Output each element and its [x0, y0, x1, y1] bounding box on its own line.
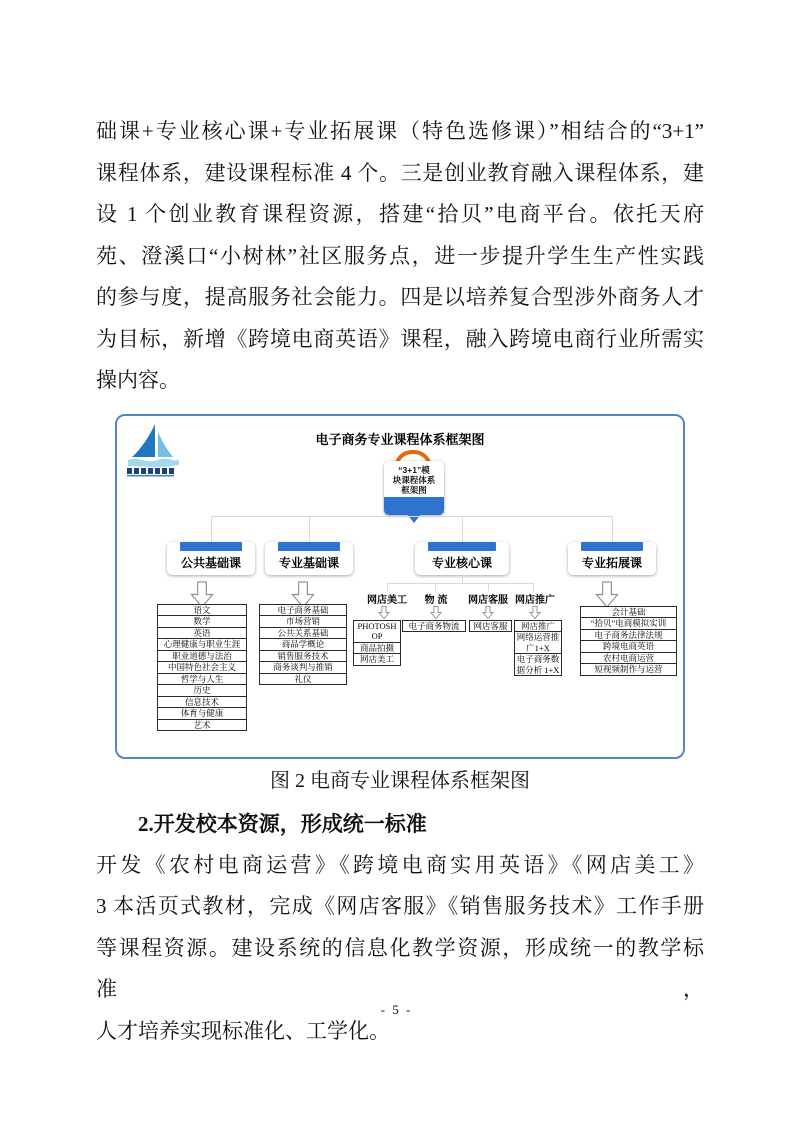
connector-line [462, 516, 463, 542]
paragraph-2 [96, 845, 704, 1053]
category-label: 专业基础课 [278, 555, 339, 570]
course-item: 市场营销 [259, 615, 347, 628]
course-item: PHOTOSHOP [353, 620, 401, 643]
figure-frame [115, 414, 685, 759]
callout-text-line: 框架图 [401, 484, 427, 495]
course-item: 商品拍摄 [353, 642, 401, 655]
core-subgroup-label: 网店客服 [468, 594, 508, 606]
course-item: 销售服务技术 [259, 650, 347, 663]
category-label: 公共基础课 [180, 555, 241, 570]
paragraph-1 [96, 111, 704, 402]
core-subgroup-label: 物 流 [424, 594, 448, 606]
connector-line [533, 583, 534, 591]
course-item: 哲学与人生 [157, 673, 247, 686]
course-item: 历史 [157, 684, 247, 697]
course-list-professional-extension [580, 607, 677, 676]
course-item: 会计基础 [580, 606, 677, 619]
down-arrow-icon [529, 606, 541, 619]
connector-line [387, 583, 534, 584]
course-list-logistics [402, 621, 466, 633]
connector-line [387, 583, 388, 591]
connector-line [612, 516, 613, 542]
course-item: 电子商务法律法规 [580, 629, 677, 642]
category-bar [278, 542, 340, 551]
course-item: 数学 [157, 615, 247, 628]
category-box-public-basic [167, 542, 255, 575]
text-line: 开发《农村电商运营》《跨境电商实用英语》《网店美工》 [96, 852, 704, 877]
course-item: 农村电商运营 [580, 652, 677, 665]
connector-line [211, 516, 613, 517]
core-subgroup-label: 网店美工 [367, 594, 407, 606]
category-box-professional-core [415, 542, 509, 575]
course-item: 电子商务物流 [402, 620, 466, 633]
text-line: 人才培养实现标准化、工学化。 [96, 1018, 390, 1043]
category-label: 专业拓展课 [581, 555, 642, 570]
category-bar [581, 542, 643, 551]
text-line: 础课+专业核心课+专业拓展课（特色选修课）”相结合的“3+1” [96, 119, 704, 143]
course-list-promotion [514, 621, 562, 677]
course-item: 中国特色社会主义 [157, 661, 247, 674]
callout-text-line: 块课程体系 [392, 474, 436, 485]
callout-text-line: “3+1”模 [398, 464, 430, 475]
text-line: 3 本活页式教材，完成《网店客服》《销售服务技术》工作手册 [96, 894, 704, 918]
course-item: 信息技术 [157, 696, 247, 709]
school-logo-text [127, 468, 174, 477]
text-line: 为目标，新增《跨境电商英语》课程，融入跨境电商行业所需实 [96, 326, 704, 351]
figure-caption: 图 2 电商专业课程体系框架图 [270, 769, 530, 792]
category-label: 专业核心课 [431, 555, 492, 570]
category-bar [428, 542, 496, 551]
course-item: 体育与健康 [157, 707, 247, 720]
category-bar [180, 542, 242, 551]
text-line: 操内容。 [96, 368, 180, 392]
course-item: “拾贝”电商模拟实训 [580, 617, 677, 630]
text-line: 设 1 个创业教育课程资源，搭建“拾贝”电商平台。依托天府 [96, 202, 704, 226]
course-item: 公共关系基础 [259, 627, 347, 640]
course-item: 语文 [157, 604, 247, 617]
connector-line [211, 516, 212, 542]
course-item: 网店客服 [469, 620, 512, 633]
course-item: 英语 [157, 627, 247, 640]
course-list-public-basic [157, 605, 247, 732]
course-item: 礼仪 [259, 673, 347, 686]
down-arrow-icon [482, 606, 494, 619]
course-item: 电子商务数据分析 1+X [514, 653, 562, 676]
course-item: 心理健康与职业生涯 [157, 638, 247, 651]
connector-line [488, 583, 489, 591]
text-line: 苑、澄溪口“小树林”社区服务点，进一步提升学生生产性实践 [96, 243, 704, 268]
course-item: 商务谈判与推销 [259, 661, 347, 674]
course-item: 艺术 [157, 719, 247, 732]
text-line: 等课程资源。建设系统的信息化教学资源，形成统一的教学标准， [96, 935, 704, 1001]
callout-3plus1 [384, 461, 444, 515]
callout-text [384, 461, 444, 497]
category-box-professional-basic [265, 542, 353, 575]
figure-title: 电子商务专业课程体系框架图 [315, 431, 485, 447]
course-item: 职业道德与法治 [157, 650, 247, 663]
section-heading: 2.开发校本资源，形成统一标准 [138, 811, 427, 836]
course-item: 电子商务基础 [259, 604, 347, 617]
text-line: 的参与度，提高服务社会能力。四是以培养复合型涉外商务人才 [96, 285, 704, 309]
text-line: 课程体系，建设课程标准 4 个。三是创业教育融入课程体系，建 [96, 160, 704, 185]
callout-base [384, 497, 444, 515]
connector-line [435, 583, 436, 591]
course-list-professional-basic [259, 605, 347, 686]
course-list-customer-service [469, 621, 512, 633]
down-arrow-icon [430, 606, 442, 619]
page-number: - 5 - [380, 1002, 413, 1017]
category-box-professional-extension [568, 542, 656, 575]
course-item: 网店推广 [514, 620, 562, 633]
course-item: 网店美工 [353, 653, 401, 666]
down-arrow-icon [595, 581, 619, 608]
course-item: 跨境电商英语 [580, 640, 677, 653]
core-subgroup-label: 网店推广 [515, 594, 555, 606]
course-item: 网络运营推广1+X [514, 631, 562, 654]
connector-line [309, 516, 310, 542]
connector-line [462, 575, 463, 583]
course-list-web-design [353, 621, 401, 666]
course-item: 商品学概论 [259, 638, 347, 651]
down-arrow-icon [378, 606, 390, 619]
course-item: 短视频制作与运营 [580, 663, 677, 676]
